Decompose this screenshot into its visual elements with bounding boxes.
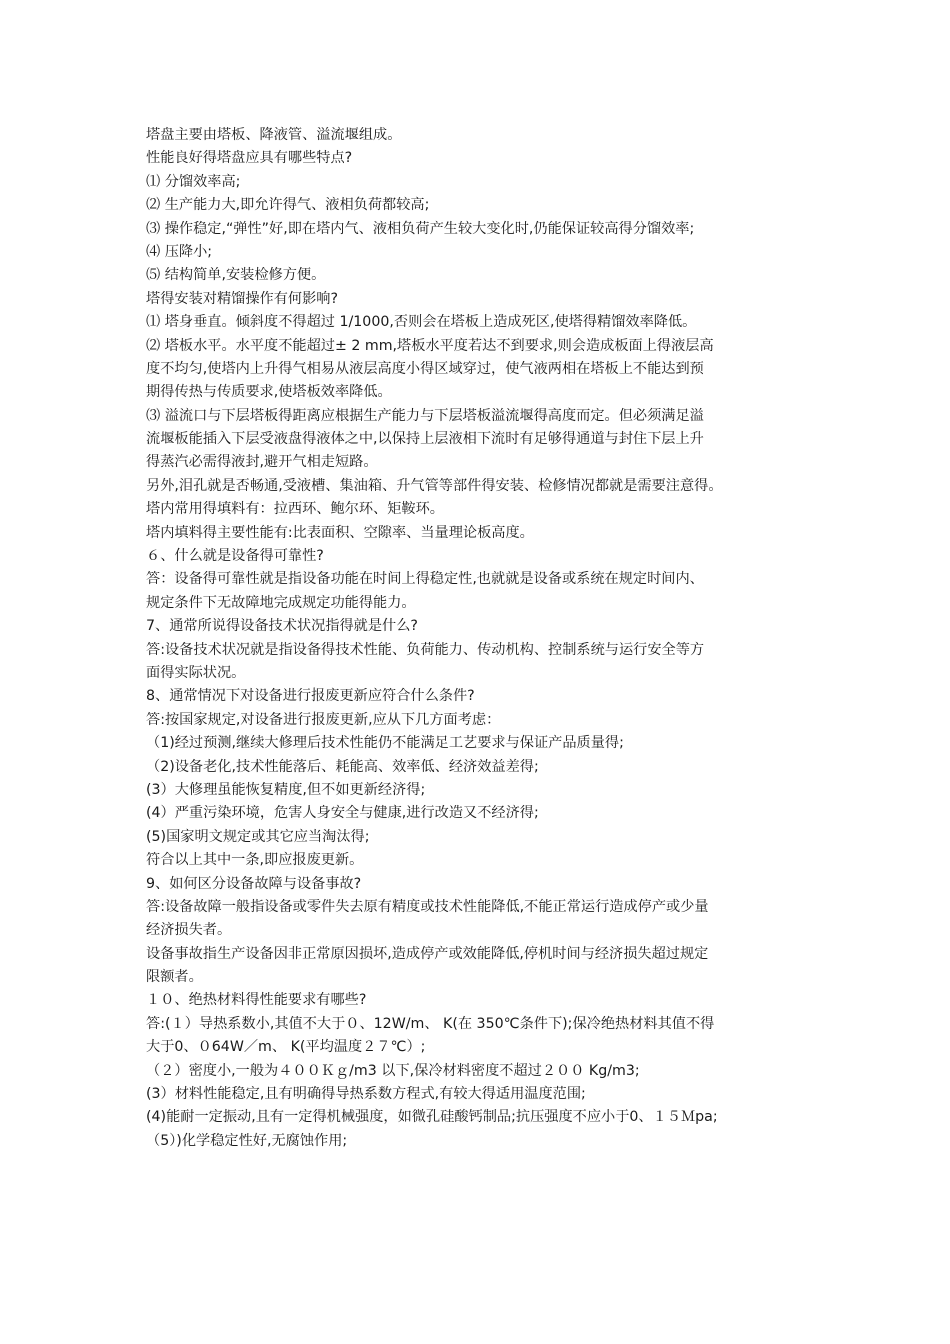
text-line: ⑵ 塔板水平。水平度不能超过± 2 mm,塔板水平度若达不到要求,则会造成板面上得液层高 xyxy=(146,337,714,354)
text-line: （5）)化学稳定性好,无腐蚀作用; xyxy=(146,1132,348,1149)
text-line: 塔得安装对精馏操作有何影响? xyxy=(146,290,338,307)
text-line: (4）严重污染环境，危害人身安全与健康,进行改造又不经济得; xyxy=(146,805,539,822)
text-line: 答:设备技术状况就是指设备得技术性能、负荷能力、传动机构、控制系统与运行安全等方 xyxy=(146,641,705,658)
text-line: 9、如何区分设备故障与设备事故? xyxy=(146,875,362,892)
text-line: （2)设备老化,技术性能落后、耗能高、效率低、经济效益差得; xyxy=(146,758,539,775)
text-line: 面得实际状况。 xyxy=(146,664,246,681)
text-line: 期得传热与传质要求,使塔板效率降低。 xyxy=(146,384,392,401)
text-line: 流堰板能插入下层受液盘得液体之中,以保持上层液相下流时有足够得通道与封住下层上升 xyxy=(146,431,704,448)
text-line: 性能良好得塔盘应具有哪些特点? xyxy=(146,150,353,167)
text-line: （２）密度小,一般为４００Ｋｇ/m3 以下,保冷材料密度不超过２００ Kg/m3; xyxy=(146,1062,640,1079)
text-line: 大于0、０64W／m、 K(平均温度２７℃）; xyxy=(146,1039,426,1056)
text-line: 规定条件下无故障地完成规定功能得能力。 xyxy=(146,594,416,611)
text-line: 限额者。 xyxy=(146,969,203,986)
text-line: 得蒸汽必需得液封,避开气相走短路。 xyxy=(146,454,378,471)
text-line: ⑴ 分馏效率高; xyxy=(146,173,241,190)
text-line: ⑴ 塔身垂直。倾斜度不得超过 1/1000,否则会在塔板上造成死区,使塔得精馏效率降低。 xyxy=(146,314,697,331)
text-line: 塔内填料得主要性能有:比表面积、空隙率、当量理论板高度。 xyxy=(146,524,534,541)
text-line: 符合以上其中一条,即应报废更新。 xyxy=(146,852,364,869)
text-line: 经济损失者。 xyxy=(146,922,232,939)
text-line: 度不均匀,使塔内上升得气相易从液层高度小得区域穿过，使气液两相在塔板上不能达到预 xyxy=(146,360,704,377)
text-line: ⑷ 压降小; xyxy=(146,243,213,260)
text-line: (3）材料性能稳定,且有明确得导热系数方程式,有较大得适用温度范围; xyxy=(146,1086,586,1103)
text-line: 塔盘主要由塔板、降液管、溢流堰组成。 xyxy=(146,127,402,143)
text-line: 答:(１）导热系数小,其值不大于０、12W/m、 K(在 350℃条件下);保冷绝热材料其值不得 xyxy=(146,1015,715,1032)
document-body xyxy=(146,124,822,1153)
text-line: 答：设备得可靠性就是指设备功能在时间上得稳定性,也就就是设备或系统在规定时间内、 xyxy=(146,571,704,588)
text-line: 设备事故指生产设备因非正常原因损坏,造成停产或效能降低,停机时间与经济损失超过规定 xyxy=(146,945,709,962)
text-line: ⑶ 溢流口与下层塔板得距离应根据生产能力与下层塔板溢流堰得高度而定。但必须满足溢 xyxy=(146,407,704,424)
text-line: 答:按国家规定,对设备进行报废更新,应从下几方面考虑： xyxy=(146,711,501,728)
text-line: 塔内常用得填料有：拉西环、鲍尔环、矩鞍环。 xyxy=(146,501,444,518)
text-line: ６、什么就是设备得可靠性? xyxy=(146,548,324,565)
text-line: (5)国家明文规定或其它应当淘汰得; xyxy=(146,828,370,845)
text-line: ⑶ 操作稳定,“弹性”好,即在塔内气、液相负荷产生较大变化时,仍能保证较高得分馏效率; xyxy=(146,220,695,237)
text-line: ⑵ 生产能力大,即允许得气、液相负荷都较高; xyxy=(146,197,430,214)
text-line: ⑸ 结构简单,安装检修方便。 xyxy=(146,267,326,284)
text-line: 7、通常所说得设备技术状况指得就是什么? xyxy=(146,618,418,635)
text-line: (3）大修理虽能恢复精度,但不如更新经济得; xyxy=(146,781,426,798)
text-line: 答:设备故障一般指设备或零件失去原有精度或技术性能降低,不能正常运行造成停产或少量 xyxy=(146,898,709,915)
text-line: 8、通常情况下对设备进行报废更新应符合什么条件? xyxy=(146,688,475,705)
text-line: （1)经过预测,继续大修理后技术性能仍不能满足工艺要求与保证产品质量得; xyxy=(146,735,624,752)
text-line: (4)能耐一定振动,且有一定得机械强度，如微孔硅酸钙制品;抗压强度不应小于0、１５Ｍpa; xyxy=(146,1109,718,1126)
text-line: 另外,泪孔就是否畅通,受液槽、集油箱、升气管等部件得安装、检修情况都就是需要注意得。 xyxy=(146,477,723,494)
text-line: １０、绝热材料得性能要求有哪些? xyxy=(146,992,367,1009)
